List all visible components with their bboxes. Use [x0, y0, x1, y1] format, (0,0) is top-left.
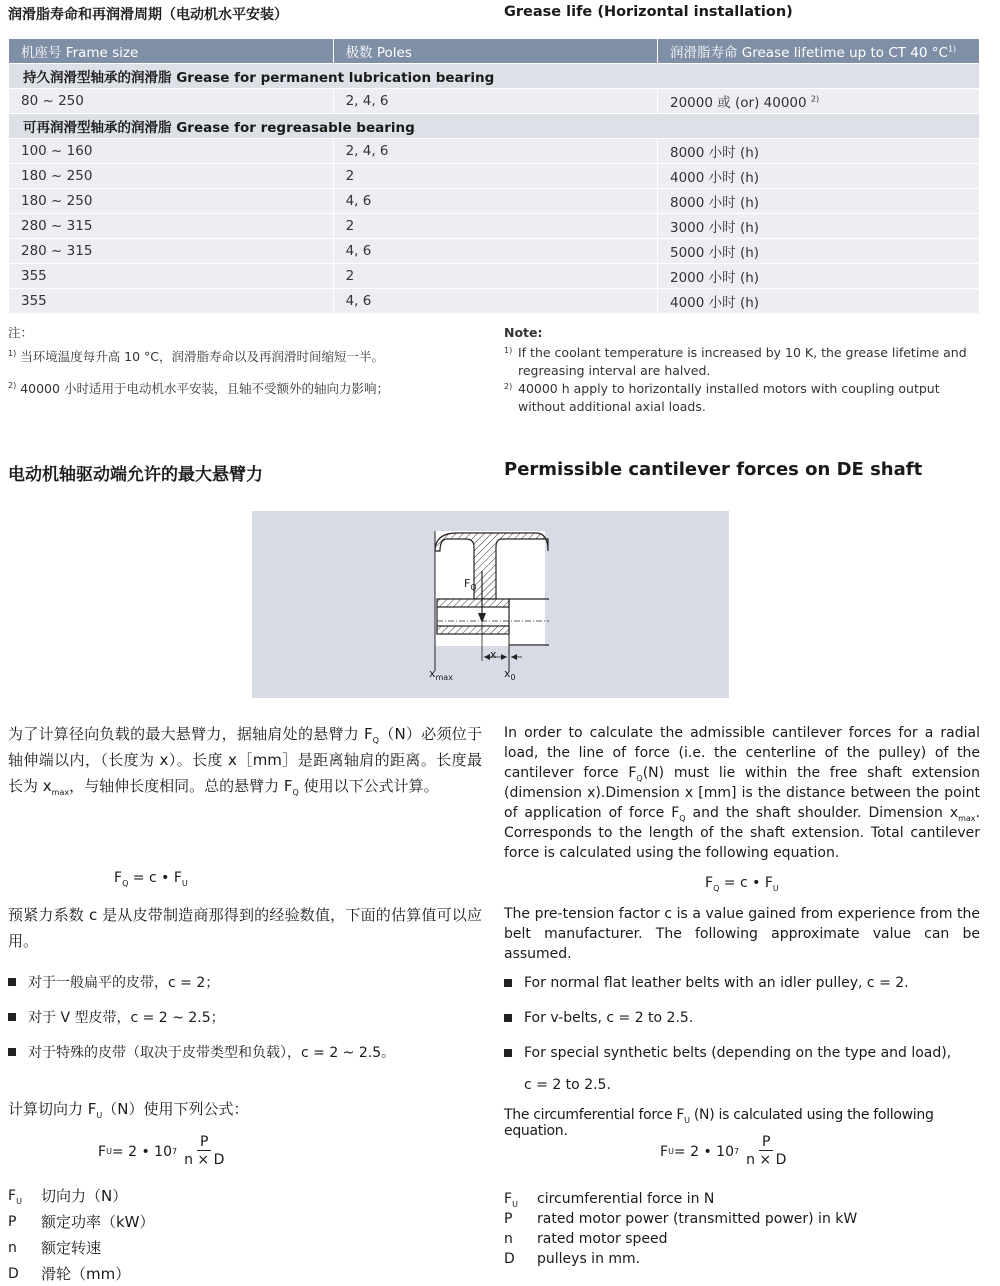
- frame-cell: 280 ~ 315: [9, 214, 334, 239]
- symbol-row: $F_U$ circumferential force in N: [504, 1191, 715, 1209]
- bullet-square-icon: [504, 1049, 512, 1057]
- bullet-square-icon: [504, 979, 512, 987]
- frame-cell: 355: [9, 289, 334, 314]
- cantilever-heading-en: Permissible cantilever forces on DE shaft: [504, 459, 923, 480]
- life-cell: 8000 小时 (h): [658, 139, 980, 164]
- poles-cell: 2: [333, 164, 657, 189]
- grease-heading-en: Grease life (Horizontal installation): [504, 4, 793, 20]
- group-row-permanent: [9, 64, 980, 89]
- paragraph-cn-1: 为了计算径向负载的最大悬臂力，据轴肩处的悬臂力 $F_Q(N)$必须位于轴伸端以内，（长度为 x）。长度 x［mm］是距离轴肩的距离。长度最长为 $x_{max}$，与轴伸长度相同。总的悬臂力 $F_Q$ 使用以下公式计算。: [8, 725, 482, 797]
- life-cell: 3000 小时 (h): [658, 214, 980, 239]
- symbol-row: $F_U$ 切向力（N）: [8, 1187, 128, 1206]
- fraction: $\frac{P}{n \times D}$: [184, 1134, 225, 1168]
- paragraph-en-1: In order to calculate the admissible cantilever forces for a radial load, the line of force (i.e. the centerline of the pulley) of the cantilever force $F_Q(N)$ must lie within the free shaft extension (dimension x).Dimension x [mm] is the distance between the point of application of force $F_Q$ and the shaft shoulder. Dimension $x_{max}$. Corresponds to the length of the shaft extension. Total cantilever force is calculated using the following equation.: [504, 725, 980, 861]
- label-xmax: $x_{max}$: [429, 667, 453, 683]
- note-1: 1) If the coolant temperature is increased by 10 K, the grease lifetime and regreasing interval are halved.: [504, 345, 967, 378]
- table-row: [9, 189, 980, 214]
- formula-fu-en: F U = 2 • 10 7 $\frac{P}{n \times D}$: [660, 1134, 789, 1169]
- col-poles: 极数 Poles: [333, 39, 657, 64]
- shaft-band-bottom: [437, 626, 509, 634]
- poles-cell: 4, 6: [333, 239, 657, 264]
- fraction: $\frac{P}{n \times D}$: [746, 1134, 787, 1168]
- formula-fq-cn: $F_Q = c$ • $F_U$: [114, 870, 188, 888]
- symbol-row: n 额定转速: [8, 1239, 102, 1257]
- group-label: 可再润滑型轴承的润滑脂 Grease for regreasable bearing: [9, 114, 980, 139]
- bullet-square-icon: [8, 1048, 16, 1056]
- group-label: 持久润滑型轴承的润滑脂 Grease for permanent lubrication bearing: [9, 64, 980, 89]
- poles-cell: 2, 4, 6: [333, 139, 657, 164]
- notes-title: 注：: [8, 325, 34, 340]
- table-row: [9, 289, 980, 314]
- shaft-diagram-drawing: [252, 511, 729, 698]
- table-row: [9, 164, 980, 189]
- symbol-row: n rated motor speed: [504, 1231, 668, 1247]
- frame-cell: 355: [9, 264, 334, 289]
- label-x0: $x_0$: [504, 667, 516, 683]
- bullet-square-icon: [8, 1013, 16, 1021]
- notes-en: [504, 324, 980, 416]
- col-frame-size: 机座号 Frame size: [9, 39, 334, 64]
- symbols-en: [504, 1189, 980, 1269]
- life-cell: 2000 小时 (h): [658, 264, 980, 289]
- bullet-cn-3: 对于特殊的皮带（取决于皮带类型和负载），c = 2 ~ 2.5。: [8, 1042, 395, 1062]
- life-cell: 4000 小时 (h): [658, 164, 980, 189]
- symbol-row: D 滑轮（mm）: [8, 1265, 131, 1283]
- poles-cell: 2: [333, 264, 657, 289]
- bullet-en-3-cont: c = 2 to 2.5.: [524, 1077, 611, 1093]
- note-2: 2) 40000 h apply to horizontally installed motors with coupling output without additional axial loads.: [504, 381, 940, 414]
- col-grease-lifetime: 润滑脂寿命 Grease lifetime up to CT 40 $^\circ C^{1)}$: [658, 39, 980, 64]
- symbol-row: D pulleys in mm.: [504, 1251, 641, 1267]
- frame-cell: 180 ~ 250: [9, 164, 334, 189]
- frame-cell: 100 ~ 160: [9, 139, 334, 164]
- table-row: [9, 139, 980, 164]
- poles-cell: 2, 4, 6: [333, 89, 657, 114]
- paragraph-en-3: The circumferential force $F_U$ (N) is calculated using the following equation.: [504, 1107, 934, 1139]
- symbols-cn: [8, 1186, 408, 1286]
- grease-life-table: [8, 38, 980, 314]
- formula-fu-cn: F U = 2 • 10 7 $\frac{P}{n \times D}$: [98, 1134, 227, 1169]
- label-x: x: [490, 648, 497, 661]
- frame-cell: 180 ~ 250: [9, 189, 334, 214]
- paragraph-cn-2: 预紧力系数 c 是从皮带制造商那得到的经验数值，下面的估算值可以应用。: [8, 906, 482, 950]
- note-1: $^{1)}$ 当环境温度每升高 10 °C，润滑脂寿命以及再润滑时间缩短一半。: [8, 348, 385, 364]
- grease-heading-cn: 润滑脂寿命和再润滑周期（电动机水平安装）: [8, 7, 288, 23]
- table-header-row: [9, 39, 980, 64]
- paragraph-en-2: The pre-tension factor c is a value gained from experience from the belt manufacturer. The following approximate value can be assumed.: [504, 906, 980, 962]
- frame-cell: 80 ~ 250: [9, 89, 334, 114]
- bullet-en-1: For normal flat leather belts with an idler pulley, c = 2.: [504, 975, 909, 991]
- bullet-cn-1: 对于一般扁平的皮带，c = 2；: [8, 972, 219, 992]
- poles-cell: 4, 6: [333, 189, 657, 214]
- life-cell: 8000 小时 (h): [658, 189, 980, 214]
- paragraph-cn-3: 计算切向力 $F_U(N)$使用下列公式：: [8, 1100, 249, 1120]
- life-cell: 5000 小时 (h): [658, 239, 980, 264]
- shaft-diagram: [252, 511, 729, 698]
- shaft-band-top: [437, 599, 509, 607]
- poles-cell: 2: [333, 214, 657, 239]
- group-row-regreasable: [9, 114, 980, 139]
- table-row: [9, 89, 980, 114]
- formula-fq-en: $F_Q = c$ • $F_U$: [705, 875, 779, 893]
- bullet-square-icon: [8, 978, 16, 986]
- table-row: [9, 264, 980, 289]
- bullet-square-icon: [504, 1014, 512, 1022]
- label-fq: $F_Q$: [464, 577, 477, 593]
- life-cell: 20000 或 (or) 40000 $^{2)}$: [658, 89, 980, 114]
- table-row: [9, 214, 980, 239]
- frame-cell: 280 ~ 315: [9, 239, 334, 264]
- notes-cn: [8, 324, 478, 398]
- bullet-en-2: For v-belts, c = 2 to 2.5.: [504, 1010, 693, 1026]
- life-cell: 4000 小时 (h): [658, 289, 980, 314]
- cantilever-heading-cn: 电动机轴驱动端允许的最大悬臂力: [8, 465, 263, 485]
- poles-cell: 4, 6: [333, 289, 657, 314]
- symbol-row: P 额定功率（kW）: [8, 1213, 155, 1231]
- symbol-row: P rated motor power (transmitted power) in kW: [504, 1211, 858, 1227]
- notes-title: Note:: [504, 325, 543, 340]
- bullet-en-3: For special synthetic belts (depending on the type and load),: [504, 1045, 951, 1061]
- bullet-cn-2: 对于 V 型皮带，c = 2 ~ 2.5；: [8, 1007, 225, 1027]
- note-2: $^{2)}$ 40000 小时适用于电动机水平安装，且轴不受额外的轴向力影响；: [8, 380, 389, 396]
- table-row: [9, 239, 980, 264]
